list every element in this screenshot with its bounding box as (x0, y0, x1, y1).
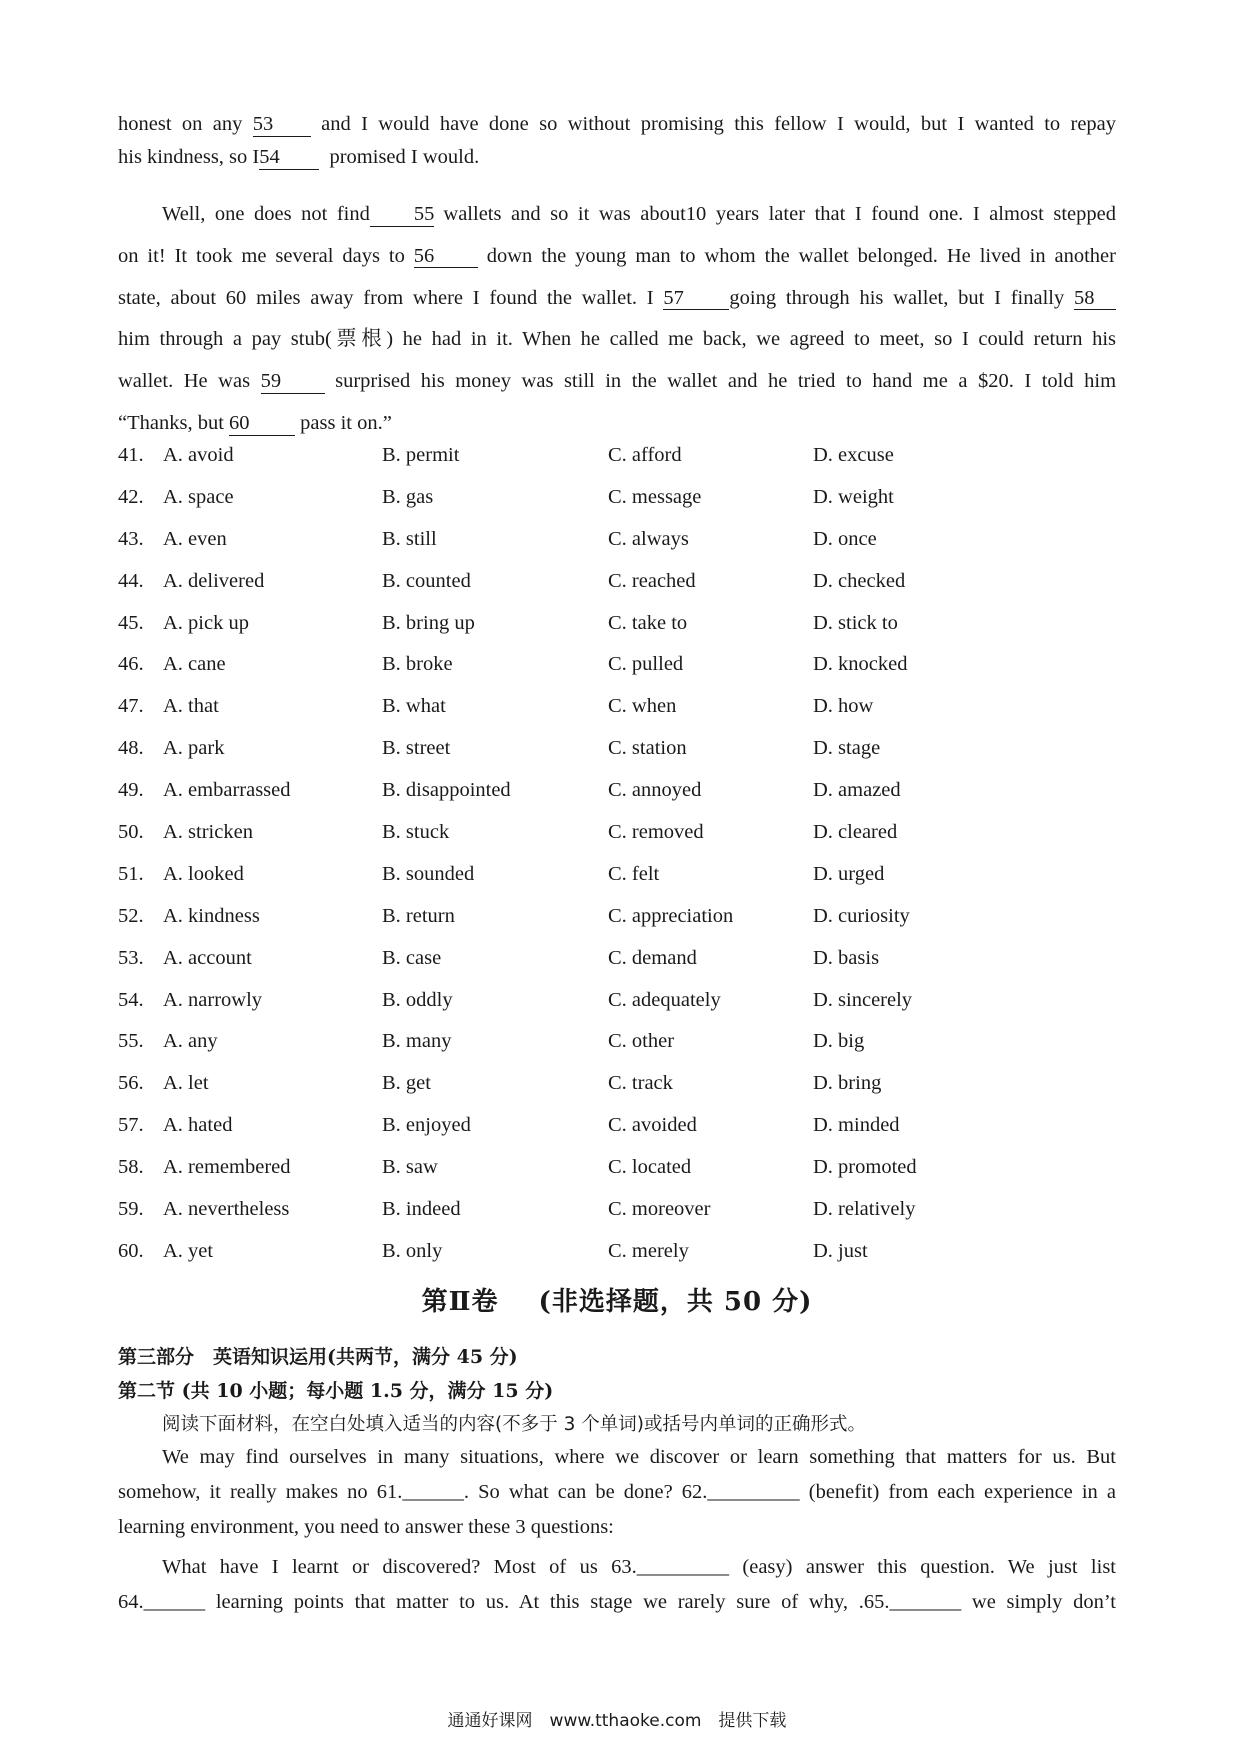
option-row (118, 863, 1018, 905)
blank-54: 54 (259, 147, 319, 170)
passage-line: 64.______ learning points that matter to us. At this stage we rarely sure of why, .65._______ we simply don’t (118, 1591, 1116, 1613)
option-row (118, 1198, 1018, 1240)
part-three-heading: 第三部分 英语知识运用(共两节，满分 45 分) (118, 1346, 518, 1368)
option-b: B. stuck (382, 821, 450, 844)
option-d: D. stage (813, 737, 881, 760)
question-number: 51. (118, 862, 144, 885)
option-a: A. kindness (163, 904, 260, 927)
option-d: D. basis (813, 946, 880, 969)
instruction-text: 阅读下面材料，在空白处填入适当的内容(不多于 3 个单词)或括号内单词的正确形式。 (162, 1414, 866, 1435)
section-title-subtitle: (非选择题，共 50 分) (538, 1287, 813, 1317)
option-row (118, 1030, 1018, 1072)
option-d: D. sincerely (813, 988, 913, 1011)
passage-line (118, 361, 1116, 403)
section-two-heading: 第二节 (共 10 小题；每小题 1.5 分，满分 15 分) (118, 1380, 554, 1402)
option-b: B. gas (382, 485, 434, 508)
option-b: B. what (382, 695, 446, 718)
question-number: 59. (118, 1198, 144, 1221)
blank-59: 59 (261, 371, 325, 394)
question-number: 57. (118, 1114, 144, 1137)
blank-56: 56 (414, 246, 478, 269)
passage-text: wallets and so it was about10 years later that I found one. I almost stepped (443, 203, 1117, 225)
grammar-passage-paragraph-1 (118, 1440, 1116, 1545)
option-a: A. park (163, 737, 225, 760)
option-b: B. bring up (382, 611, 475, 634)
option-c: C. appreciation (608, 904, 734, 927)
option-row (118, 444, 1018, 486)
option-a: A. remembered (163, 1156, 291, 1179)
option-row (118, 947, 1018, 989)
option-c: C. track (608, 1072, 673, 1095)
passage-paragraph-2 (118, 194, 1116, 445)
passage-text: wallet. He was (118, 370, 251, 393)
passage-line (118, 236, 1116, 278)
option-a: A. stricken (163, 821, 253, 844)
options-list (118, 444, 1018, 1282)
option-d: D. weight (813, 485, 894, 508)
passage-text: on it! It took me several days to (118, 244, 405, 267)
option-row (118, 528, 1018, 570)
option-a: A. yet (163, 1239, 214, 1262)
option-b: B. disappointed (382, 779, 511, 802)
option-c: C. pulled (608, 653, 684, 676)
option-d: D. once (813, 527, 877, 550)
option-row (118, 779, 1018, 821)
question-number: 43. (118, 527, 144, 550)
option-c: C. adequately (608, 988, 721, 1011)
passage-text: state, about 60 miles away from where I found the wallet. I (118, 286, 654, 309)
option-d: D. relatively (813, 1198, 916, 1221)
option-d: D. cleared (813, 821, 898, 844)
option-c: C. take to (608, 611, 688, 634)
option-c: C. avoided (608, 1114, 697, 1137)
question-number: 49. (118, 779, 144, 802)
option-row (118, 821, 1018, 863)
option-row (118, 989, 1018, 1031)
question-number: 46. (118, 653, 144, 676)
blank-60: 60 (229, 413, 295, 436)
option-c: C. other (608, 1030, 675, 1053)
option-d: D. promoted (813, 1156, 917, 1179)
option-b: B. get (382, 1072, 431, 1095)
option-a: A. delivered (163, 569, 265, 592)
passage-line (118, 194, 1116, 236)
page-footer: 通通好课网 www.tthaoke.com 提供下载 (447, 1711, 787, 1731)
option-b: B. many (382, 1030, 452, 1053)
passage-line (118, 278, 1116, 320)
option-d: D. knocked (813, 653, 908, 676)
option-b: B. street (382, 737, 451, 760)
option-d: D. urged (813, 862, 885, 885)
option-row (118, 905, 1018, 947)
option-b: B. counted (382, 569, 471, 592)
option-d: D. stick to (813, 611, 898, 634)
option-b: B. case (382, 946, 442, 969)
passage-text: going through his wallet, but I finally (729, 286, 1065, 309)
passage-text: Well, one does not find (162, 203, 370, 225)
passage-text: surprised his money was still in the wallet and he tried to hand me a $20. I told him (335, 370, 1117, 393)
option-b: B. saw (382, 1156, 438, 1179)
option-b: B. oddly (382, 988, 453, 1011)
option-row (118, 1072, 1018, 1114)
section-title (0, 1281, 1234, 1318)
passage-line: somehow, it really makes no 61.______. So what can be done? 62._________ (benefit) from each experience in a (118, 1481, 1116, 1503)
blank-53: 53 (253, 114, 311, 137)
question-number: 50. (118, 821, 144, 844)
option-c: C. when (608, 695, 677, 718)
option-a: A. space (163, 485, 234, 508)
option-c: C. annoyed (608, 779, 702, 802)
option-a: A. any (163, 1030, 218, 1053)
question-number: 56. (118, 1072, 144, 1095)
option-c: C. located (608, 1156, 692, 1179)
question-number: 45. (118, 611, 144, 634)
option-b: B. sounded (382, 862, 475, 885)
option-row (118, 1156, 1018, 1198)
option-d: D. curiosity (813, 904, 910, 927)
option-a: A. cane (163, 653, 226, 676)
passage-paragraph-1 (118, 108, 1116, 174)
option-d: D. amazed (813, 779, 901, 802)
option-c: C. demand (608, 946, 697, 969)
option-c: C. reached (608, 569, 696, 592)
question-number: 52. (118, 904, 144, 927)
option-row (118, 653, 1018, 695)
option-a: A. even (163, 527, 227, 550)
question-number: 41. (118, 444, 144, 466)
option-c: C. message (608, 485, 702, 508)
option-b: B. enjoyed (382, 1114, 471, 1137)
passage-line (118, 108, 1116, 141)
option-row (118, 486, 1018, 528)
option-d: D. how (813, 695, 874, 718)
option-d: D. just (813, 1239, 868, 1262)
passage-text: and I would have done so without promising this fellow I would, but I wanted to repay (321, 113, 1117, 135)
question-number: 53. (118, 946, 144, 969)
option-b: B. broke (382, 653, 453, 676)
question-number: 55. (118, 1030, 144, 1053)
blank-57: 57 (663, 288, 729, 311)
blank-58: 58 (1074, 288, 1116, 311)
option-a: A. account (163, 946, 252, 969)
passage-line: him through a pay stub(票根) he had in it. When he called me back, we agreed to meet, so I could return his (118, 328, 1116, 351)
option-a: A. pick up (163, 611, 249, 634)
blank-55: 55 (370, 204, 434, 227)
passage-text: honest on any (118, 113, 243, 135)
option-c: C. station (608, 737, 687, 760)
option-row (118, 1240, 1018, 1282)
option-c: C. afford (608, 444, 682, 466)
option-d: D. checked (813, 569, 906, 592)
passage-line (118, 141, 1116, 174)
option-b: B. indeed (382, 1198, 461, 1221)
passage-line: We may find ourselves in many situations, where we discover or learn something that matters for us. But (162, 1446, 1116, 1468)
option-row (118, 612, 1018, 654)
passage-text: pass it on.” (300, 411, 392, 434)
question-number: 48. (118, 737, 144, 760)
passage-text: promised I would. (329, 146, 480, 168)
grammar-passage-paragraph-2 (118, 1550, 1116, 1620)
option-c: C. felt (608, 862, 660, 885)
option-b: B. permit (382, 444, 460, 466)
option-row (118, 695, 1018, 737)
passage-text: down the young man to whom the wallet belonged. He lived in another (486, 244, 1116, 267)
option-d: D. excuse (813, 444, 894, 466)
passage-text: his kindness, so I (118, 146, 260, 168)
option-a: A. narrowly (163, 988, 263, 1011)
option-b: B. still (382, 527, 437, 550)
passage-line: What have I learnt or discovered? Most of us 63._________ (easy) answer this question. We just list (162, 1556, 1116, 1578)
question-number: 42. (118, 485, 144, 508)
option-row (118, 570, 1018, 612)
option-row (118, 1114, 1018, 1156)
option-a: A. nevertheless (163, 1198, 290, 1221)
option-a: A. hated (163, 1114, 233, 1137)
option-c: C. always (608, 527, 689, 550)
option-a: A. let (163, 1072, 209, 1095)
option-a: A. that (163, 695, 219, 718)
option-d: D. big (813, 1030, 865, 1053)
option-row (118, 737, 1018, 779)
question-number: 47. (118, 695, 144, 718)
question-number: 44. (118, 569, 144, 592)
option-c: C. removed (608, 821, 704, 844)
question-number: 60. (118, 1239, 144, 1262)
passage-text: “Thanks, but (118, 411, 224, 434)
option-d: D. minded (813, 1114, 900, 1137)
option-c: C. moreover (608, 1198, 711, 1221)
option-a: A. avoid (163, 444, 234, 466)
option-a: A. embarrassed (163, 779, 291, 802)
option-c: C. merely (608, 1239, 689, 1262)
passage-line (118, 403, 1116, 445)
option-a: A. looked (163, 862, 244, 885)
section-title-volume: 第Ⅱ卷 (421, 1287, 499, 1317)
option-b: B. only (382, 1239, 443, 1262)
question-number: 58. (118, 1156, 144, 1179)
passage-line: learning environment, you need to answer these 3 questions: (118, 1516, 614, 1538)
option-d: D. bring (813, 1072, 882, 1095)
question-number: 54. (118, 988, 144, 1011)
option-b: B. return (382, 904, 455, 927)
